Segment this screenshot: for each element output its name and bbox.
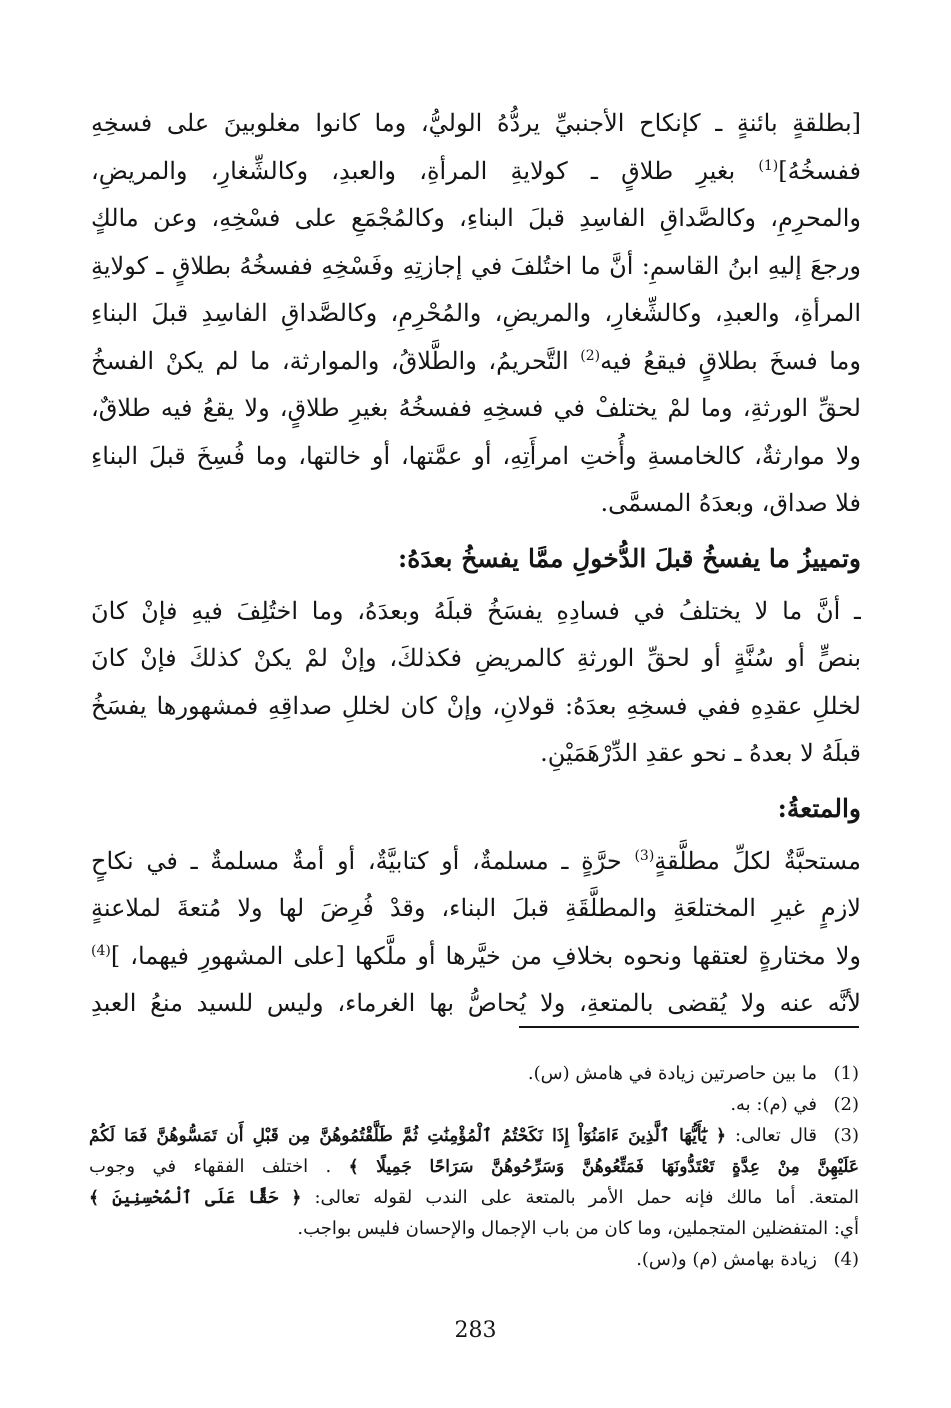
text-segment: مستحبَّةٌ لكلِّ مطلَّقةٍ [654,846,861,875]
text-segment: حرَّةٍ ـ مسلمةٌ، أو كتابيَّةٌ، أو أمةٌ مسلمةٌ ـ في نكاحٍ [91,846,635,875]
footnote-ref: (4) [91,942,111,959]
text-line: ـ أنَّ ما لا يختلفُ في فسادِهِ يفسَخُ قبلَهُ وبعدَهُ، وما اختُلِفَ فيهِ فإنْ كانَ [91,596,861,625]
quran-verse: عَلَيْهِنَّ مِنْ عِدَّةٍ تَعْتَدُّونَهَا فَمَتِّعُوهُنَّ وَسَرِّحُوهُنَّ سَرَاحًا جَمِيلًا ﴾ [348,1157,859,1177]
text-line [91,838,861,886]
footnote [89,1089,859,1120]
footnote-number: (3) [833,1125,859,1146]
text-line: لحقِّ الورثةِ، وما لمْ يختلفْ في فسخِهِ ففسخُهُ بغيرِ طلاقٍ، ولا يقعُ فيه طلاقٌ، [91,394,861,422]
text-line: لأنَّه عنه ولا يُقضى بالمتعةِ، ولا يُحاصُّ بها الغرماء، وليس للسيد منعُ العبدِ [91,989,861,1017]
text-segment: التَّحريمُ، والطَّلاقُ، والموارثة، ما لم يكنْ الفسخُ [91,346,581,375]
footnote-ref: (1) [758,157,779,174]
footnote-text [89,1120,817,1151]
footnote-text: زيادة بهامش (م) و(س). [636,1249,817,1270]
footnote [89,1120,859,1244]
text-line [91,338,861,386]
footnote-text: في (م): به. [730,1094,817,1115]
footnote-text [89,1182,859,1213]
footnote-separator [519,1026,859,1028]
text-segment: وما فسخَ بطلاقٍ فيقعُ فيه [600,346,861,375]
text-line: ورجعَ إليهِ ابنُ القاسمِ: أنَّ ما اختُلفَ في إجازتِهِ وفَسْخِهِ ففسخُهُ بطلاقٍ ـ كولايةِ [91,251,861,280]
footnote-ref: (2) [580,347,601,364]
text-line: قبلَهُ لا بعدهُ ـ نحو عقدِ الدِّرْهَمَيْنِ. [540,739,861,767]
text-segment: ولا مختارةٍ لعتقها ونحوه بخلافِ من خيَّرها أو ملَّكها [على المشهورِ فيهما، ] [110,941,861,970]
footnote-text [89,1151,859,1182]
text-line: لخللِ عقدِهِ ففي فسخِهِ بعدَهُ: قولانِ، وإنْ كان لخللِ صداقِهِ فمشهورها يفسَخُ [91,691,861,720]
footnote-text: أي: المتفضلين المتجملين، وما كان من باب الإجمال والإحسان فليس بواجب. [297,1218,859,1239]
text-line [91,933,861,981]
footnote-text: ما بين حاصرتين زيادة في هامش (س). [527,1063,817,1084]
text-line: لازمٍ غيرِ المختلعَةِ والمطلَّقَةِ قبلَ البناء، وقدْ فُرِضَ لها ولا مُتعةَ لملاعنةٍ [91,894,861,922]
page-number: 283 [454,1318,497,1343]
text-line: والمحرِمِ، وكالصَّداقِ الفاسِدِ قبلَ البناءِ، وكالمُجْمَعِ على فسْخِهِ، وعن مالكٍ [91,204,861,232]
text-segment: ففسخُهُ] [778,156,861,185]
text-segment: بغيرِ طلاقٍ ـ كولايةِ المرأةِ، والعبدِ، وكالشِّغارِ، والمريضِ، [91,156,759,185]
footnote [89,1244,859,1275]
text-line: المرأةِ، والعبدِ، وكالشِّغارِ، والمريضِ، والمُحْرِمِ، وكالصَّداقِ الفاسِدِ قبلَ البناءِ [91,299,861,327]
footnote-segment: . اختلف الفقهاء في وجوب [89,1156,349,1177]
footnotes [89,1058,859,1275]
text-line [91,148,861,196]
text-line: ولا موارثةٌ، كالخامسةِ وأُختِ امرأَتِهِ، أو عمَّتها، أو خالتها، وما فُسِخَ قبلَ البناءِ [91,441,861,470]
quran-verse: ﴿ يَٰٓأَيُّهَا ٱلَّذِينَ ءَامَنُوٓاْ إِذَا نَكَحْتُمُ ٱلْمُؤْمِنَٰتِ ثُمَّ طَلَّقْتُمُوهُنَّ مِن قَبْلِ أَن تَمَسُّوهُنَّ فَمَا لَكُمْ [89,1126,726,1146]
text-line: فلا صداق، وبعدَهُ المسمَّى. [600,489,861,517]
footnote-ref: (3) [634,847,655,864]
footnote [89,1058,859,1089]
footnote-number: (1) [833,1063,859,1084]
text-line: بنصٍّ أو سُنَّةٍ أو لحقِّ الورثةِ كالمريضِ فكذلكَ، وإنْ لمْ يكنْ كذلكَ فإنْ كانَ [91,644,861,672]
text-line: [بطلقةٍ بائنةٍ ـ كإنكاح الأجنبيِّ يردُّهُ الوليُّ، وما كانوا مغلوبينَ على فسخِهِ [91,109,861,137]
footnote-number: (2) [833,1094,859,1115]
main-text [91,100,861,1028]
footnote-segment: المتعة. أما مالك فإنه حمل الأمر بالمتعة على الندب لقوله تعالى: [301,1187,859,1208]
section-heading: والمتعةُ: [777,793,861,823]
footnote-segment: قال تعالى: [725,1125,817,1146]
footnote-number: (4) [833,1249,859,1270]
quran-verse: ﴿ حَقًّا عَلَى ٱلْمُحْسِنِينَ ﴾ [89,1188,302,1208]
section-heading: وتمييزُ ما يفسخُ قبلَ الدُّخولِ ممَّا يفسخُ بعدَهُ: [398,543,861,573]
